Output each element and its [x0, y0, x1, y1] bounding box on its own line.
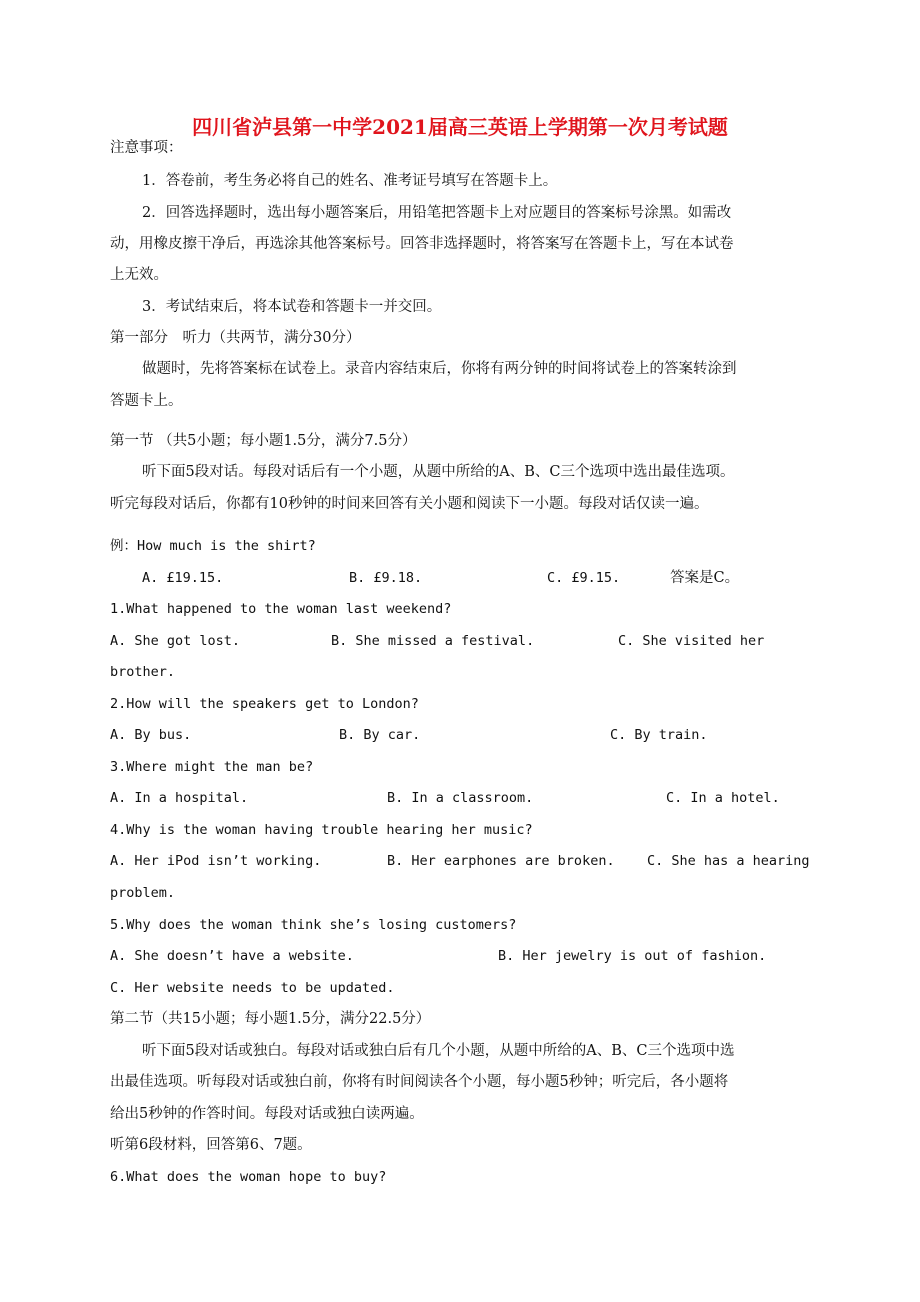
q1-option-c-continued: brother.: [110, 664, 176, 680]
q4-option-c-continued: problem.: [110, 885, 176, 901]
q5-option-a: A. She doesn’t have a website.: [110, 948, 354, 964]
section2-heading: 第二节（共15小题；每小题1.5分，满分22.5分）: [110, 1011, 431, 1027]
part1-intro-line-2: 答题卡上。: [110, 393, 183, 409]
page-title: 四川省泸县第一中学2021届高三英语上学期第一次月考试题: [192, 115, 728, 139]
q3-option-b: B. In a classroom.: [387, 790, 534, 806]
example-option-b: B. £9.18.: [349, 570, 423, 586]
section1-intro-line-2: 听完每段对话后，你都有10秒钟的时间来回答有关小题和阅读下一小题。每段对话仅读一遍。: [110, 496, 709, 512]
q1-option-c: C. She visited her: [618, 633, 765, 649]
section2-intro-line-1: 听下面5段对话或独白。每段对话或独白后有几个小题，从题中所给的A、B、C三个选项中选: [142, 1043, 735, 1059]
notice-item-2-line-3: 上无效。: [110, 267, 168, 283]
q5-question: 5.Why does the woman think she’s losing customers?: [110, 917, 517, 933]
q6-question: 6.What does the woman hope to buy?: [110, 1169, 387, 1185]
example-answer: 答案是C。: [670, 570, 740, 586]
notice-item-2-line-1: 2．回答选择题时，选出每小题答案后，用铅笔把答题卡上对应题目的答案标号涂黑。如需改: [142, 205, 732, 221]
notice-item-1: 1．答卷前，考生务必将自己的姓名、准考证号填写在答题卡上。: [142, 173, 558, 189]
material-6-heading: 听第6段材料，回答第6、7题。: [110, 1137, 312, 1153]
example-option-c: C. £9.15.: [547, 570, 621, 586]
q5-option-b: B. Her jewelry is out of fashion.: [498, 948, 767, 964]
notice-item-3: 3．考试结束后，将本试卷和答题卡一并交回。: [142, 299, 442, 315]
q3-question: 3.Where might the man be?: [110, 759, 314, 775]
q2-option-a: A. By bus.: [110, 727, 192, 743]
section2-intro-line-3: 给出5秒钟的作答时间。每段对话或独白读两遍。: [110, 1106, 424, 1122]
q1-option-b: B. She missed a festival.: [331, 633, 535, 649]
q1-option-a: A. She got lost.: [110, 633, 241, 649]
q3-option-a: A. In a hospital.: [110, 790, 249, 806]
q4-question: 4.Why is the woman having trouble hearing her music?: [110, 822, 533, 838]
part1-intro-line-1: 做题时，先将答案标在试卷上。录音内容结束后，你将有两分钟的时间将试卷上的答案转涂到: [142, 361, 737, 377]
q5-option-c: C. Her website needs to be updated.: [110, 980, 395, 996]
q3-option-c: C. In a hotel.: [666, 790, 780, 806]
example-option-a: A. £19.15.: [142, 570, 224, 586]
notice-heading: 注意事项：: [110, 140, 183, 156]
q2-question: 2.How will the speakers get to London?: [110, 696, 419, 712]
example-question: 例：How much is the shirt?: [110, 538, 316, 554]
q4-option-b: B. Her earphones are broken.: [387, 853, 615, 869]
section1-intro-line-1: 听下面5段对话。每段对话后有一个小题，从题中所给的A、B、C三个选项中选出最佳选项。: [142, 464, 735, 480]
q4-option-a: A. Her iPod isn’t working.: [110, 853, 322, 869]
q2-option-b: B. By car.: [339, 727, 421, 743]
section2-intro-line-2: 出最佳选项。听每段对话或独白前，你将有时间阅读各个小题，每小题5秒钟；听完后，各小题将: [110, 1074, 729, 1090]
q4-option-c: C. She has a hearing: [647, 853, 810, 869]
q1-question: 1.What happened to the woman last weekend?: [110, 601, 452, 617]
part1-heading: 第一部分 听力（共两节，满分30分）: [110, 330, 361, 346]
notice-item-2-line-2: 动，用橡皮擦干净后，再选涂其他答案标号。回答非选择题时，将答案写在答题卡上，写在本试卷: [110, 236, 734, 252]
section1-heading: 第一节 （共5小题；每小题1.5分，满分7.5分）: [110, 433, 417, 449]
q2-option-c: C. By train.: [610, 727, 708, 743]
